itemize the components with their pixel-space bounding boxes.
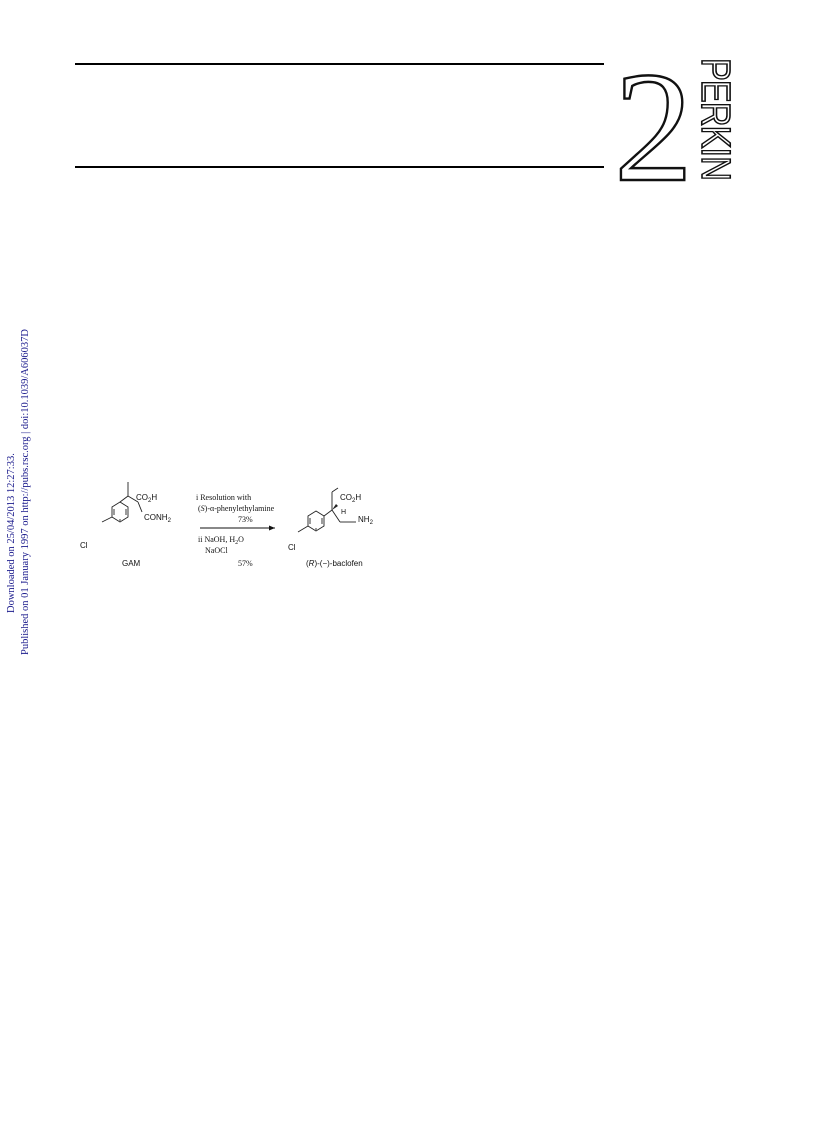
reaction-scheme — [70, 482, 400, 578]
reactant-acid-sub: 2 — [148, 498, 152, 504]
product-amine-group: NH — [358, 515, 370, 524]
logo-numeral: 2 — [614, 56, 693, 188]
journal-logo — [612, 56, 752, 188]
condition-step1-s: S — [200, 504, 205, 513]
reactant-name: GAM — [122, 559, 141, 568]
reaction-arrowhead — [269, 526, 275, 531]
svg-text:(R)-(−)-baclofen — [306, 559, 363, 568]
perkin-2-logo-graphic — [612, 56, 752, 188]
reaction-scheme-graphic — [70, 482, 400, 578]
product-stereo-h: H — [341, 509, 347, 516]
condition-step2-yield: 57% — [238, 559, 253, 568]
reactant-halogen: Cl — [80, 541, 88, 550]
header-top-rule — [75, 63, 604, 65]
header-bottom-rule — [75, 166, 604, 168]
product-name-prefix: ( — [306, 559, 309, 568]
condition-step1-suffix: )-α-phenylethylamine — [204, 504, 275, 513]
reactant-acid-end: H — [151, 493, 158, 502]
logo-wordmark: PERKIN — [693, 58, 739, 188]
condition-step1-yield: 73% — [238, 515, 253, 524]
product-halogen: Cl — [288, 543, 296, 552]
reactant-amide-group: CONH — [144, 513, 168, 522]
svg-text:(S)-α-phenylethylamine — [198, 504, 275, 513]
reactant-amide-sub: 2 — [167, 518, 171, 524]
download-date-text: Downloaded on 25/04/2013 12:27:33. — [6, 453, 17, 613]
reactant-structure — [102, 482, 142, 522]
condition-step2-line1: ii NaOH, H — [198, 535, 236, 544]
product-name-suffix: )-(−)-baclofen — [314, 559, 363, 568]
product-acid-end: H — [355, 493, 362, 502]
product-name-r: R — [308, 559, 315, 568]
condition-step1-prefix: ( — [198, 504, 201, 513]
svg-text:ii NaOH, H2O — [198, 535, 244, 546]
svg-text:CO2H — [136, 493, 157, 504]
condition-step2-end: O — [238, 535, 244, 544]
svg-text:CO2H — [340, 493, 361, 504]
condition-step2-line2: NaOCl — [205, 546, 228, 555]
condition-step1-line1: i Resolution with — [196, 493, 252, 502]
product-acid-sub: 2 — [352, 498, 356, 504]
stereo-wedge — [332, 504, 338, 510]
product-acid-group: CO — [340, 493, 352, 502]
product-amine-sub: 2 — [369, 520, 373, 526]
svg-text:CONH2 — [144, 513, 172, 524]
svg-text:NH2 — [358, 515, 374, 526]
publication-doi-link[interactable]: Published on 01 January 1997 on http://pubs.rsc.org | doi:10.1039/A606037D — [20, 329, 31, 655]
reactant-acid-group: CO — [136, 493, 148, 502]
condition-step2-sub: 2 — [235, 540, 239, 546]
